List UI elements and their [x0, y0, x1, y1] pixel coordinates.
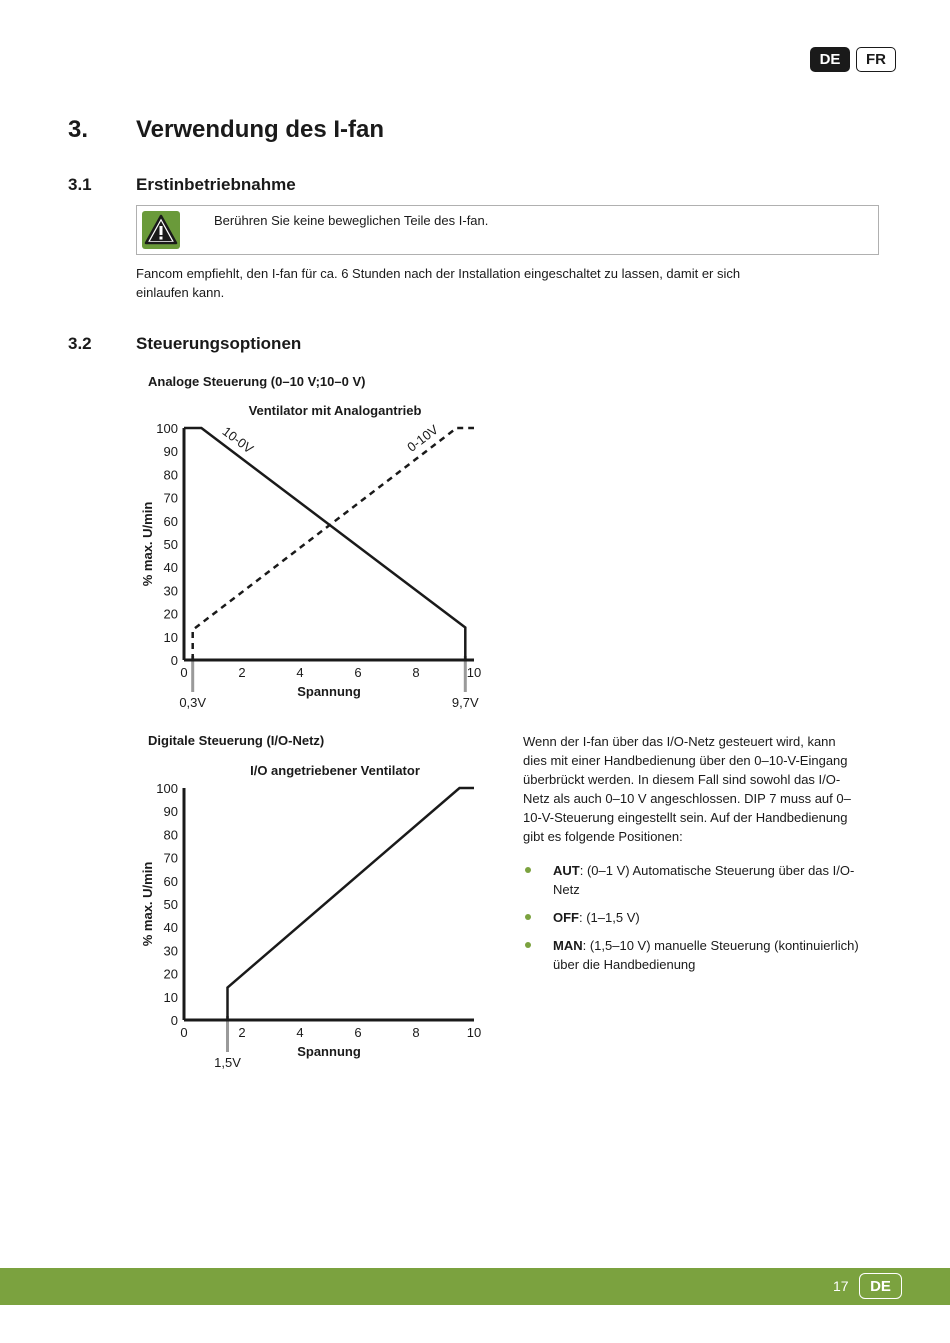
footer-lang-badge: DE: [859, 1273, 902, 1299]
bullet-icon: [525, 914, 531, 920]
warning-box: [136, 205, 879, 255]
position-list: [523, 861, 893, 983]
warning-text: Berühren Sie keine beweglichen Teile des I-fan.: [214, 213, 489, 228]
x-axis-label: Spannung: [297, 684, 361, 699]
digital-control-heading: Digitale Steuerung (I/O-Netz): [148, 733, 325, 748]
x-axis-label: Spannung: [297, 1044, 361, 1059]
warning-icon: [142, 211, 180, 249]
subsection-title: Steuerungsoptionen: [136, 334, 302, 353]
y-tick-label: 70: [163, 490, 178, 506]
x-tick-label: 4: [296, 1025, 304, 1040]
x-tick-label: 10: [466, 1025, 482, 1040]
x-tick-label: 8: [412, 1025, 420, 1040]
description-line: Wenn der I-fan über das I/O-Netz gesteuert wird, kann: [523, 734, 836, 749]
y-tick-label: 0: [170, 653, 178, 668]
marker-label: 1,5V: [214, 1055, 241, 1070]
list-item-text: : (1,5–10 V) manuelle Steuerung (kontinuierlich): [582, 938, 859, 953]
intro-paragraph: [136, 264, 856, 302]
description-line: Netz als auch 0–10 V angeschlossen. DIP 7 muss auf 0–: [523, 791, 851, 806]
x-tick-label: 6: [354, 1025, 362, 1040]
list-item: [523, 908, 893, 927]
digital-chart: [130, 755, 500, 1075]
list-item: [523, 936, 893, 974]
lang-tab-de[interactable]: DE: [810, 47, 850, 72]
list-item-text: : (1–1,5 V): [579, 910, 640, 925]
y-tick-label: 80: [163, 827, 178, 843]
analog-control-heading: Analoge Steuerung (0–10 V;10–0 V): [148, 374, 366, 389]
series-label: 0-10V: [404, 421, 441, 455]
y-tick-label: 70: [163, 850, 178, 866]
list-item-text: : (0–1 V) Automatische Steuerung über das I/O-: [579, 863, 855, 878]
language-switcher: [810, 47, 896, 72]
page-number: 17: [833, 1278, 849, 1294]
y-tick-label: 60: [163, 873, 178, 889]
section-number: 3.: [68, 116, 89, 143]
section-title: Verwendung des I-fan: [136, 116, 385, 143]
x-tick-label: 10: [466, 665, 482, 680]
y-tick-label: 40: [163, 560, 178, 576]
series-line: [228, 788, 475, 1020]
list-item-text-cont: über die Handbedienung: [553, 957, 696, 972]
y-tick-label: 100: [156, 421, 178, 436]
footer-bar: [0, 1268, 950, 1305]
y-tick-label: 100: [156, 781, 178, 796]
list-item-text-cont: Netz: [553, 882, 580, 897]
intro-line-2: einlaufen kann.: [136, 285, 225, 300]
y-tick-label: 40: [163, 920, 178, 936]
y-axis-label: % max. U/min: [140, 861, 155, 947]
description-line: 10-V-Steuerung eingestellt sein. Auf der Handbedienung: [523, 810, 848, 825]
bullet-icon: [525, 942, 531, 948]
list-item-label: OFF: [553, 910, 579, 925]
subsection-number: 3.1: [68, 175, 92, 194]
series-label: 10-0V: [219, 423, 257, 457]
description-line: dies mit einer Handbedienung über den 0–10-V-Eingang: [523, 753, 848, 768]
description-line: gibt es folgende Positionen:: [523, 829, 683, 844]
x-tick-label: 0: [180, 665, 188, 680]
y-tick-label: 30: [163, 943, 178, 959]
list-item-label: AUT: [553, 863, 580, 878]
intro-line-1: Fancom empfiehlt, den I-fan für ca. 6 Stunden nach der Installation eingeschaltet zu lassen, damit er sich: [136, 266, 741, 281]
chart-title: I/O angetriebener Ventilator: [250, 763, 420, 778]
y-tick-label: 20: [163, 606, 178, 622]
subsection-number: 3.2: [68, 334, 92, 353]
series-line: [184, 428, 465, 660]
chart-title: Ventilator mit Analogantrieb: [248, 403, 422, 418]
y-tick-label: 50: [163, 537, 178, 552]
y-tick-label: 0: [170, 1013, 178, 1028]
list-item-label: MAN: [553, 938, 583, 953]
y-tick-label: 90: [163, 444, 178, 460]
lang-tab-fr[interactable]: FR: [856, 47, 896, 72]
analog-chart: [130, 395, 500, 715]
y-tick-label: 10: [163, 629, 178, 645]
y-tick-label: 80: [163, 467, 178, 483]
x-tick-label: 2: [238, 665, 246, 680]
y-tick-label: 90: [163, 804, 178, 820]
y-tick-label: 10: [163, 989, 178, 1005]
marker-label: 0,3V: [179, 695, 207, 710]
y-axis-label: % max. U/min: [140, 501, 155, 587]
y-tick-label: 30: [163, 583, 178, 599]
y-tick-label: 20: [163, 966, 178, 982]
description-line: überbrückt werden. In diesem Fall sind sowohl das I/O-: [523, 772, 841, 787]
x-tick-label: 8: [412, 665, 420, 680]
y-tick-label: 60: [163, 513, 178, 529]
y-tick-label: 50: [163, 897, 178, 912]
marker-label: 9,7V: [451, 695, 479, 710]
subsection-title: Erstinbetriebnahme: [136, 175, 296, 194]
x-tick-label: 6: [354, 665, 362, 680]
description-paragraph: [523, 732, 903, 846]
x-tick-label: 4: [296, 665, 304, 680]
list-item: [523, 861, 893, 899]
bullet-icon: [525, 867, 531, 873]
x-tick-label: 0: [180, 1025, 188, 1040]
x-tick-label: 2: [238, 1025, 246, 1040]
series-line: [193, 428, 474, 660]
